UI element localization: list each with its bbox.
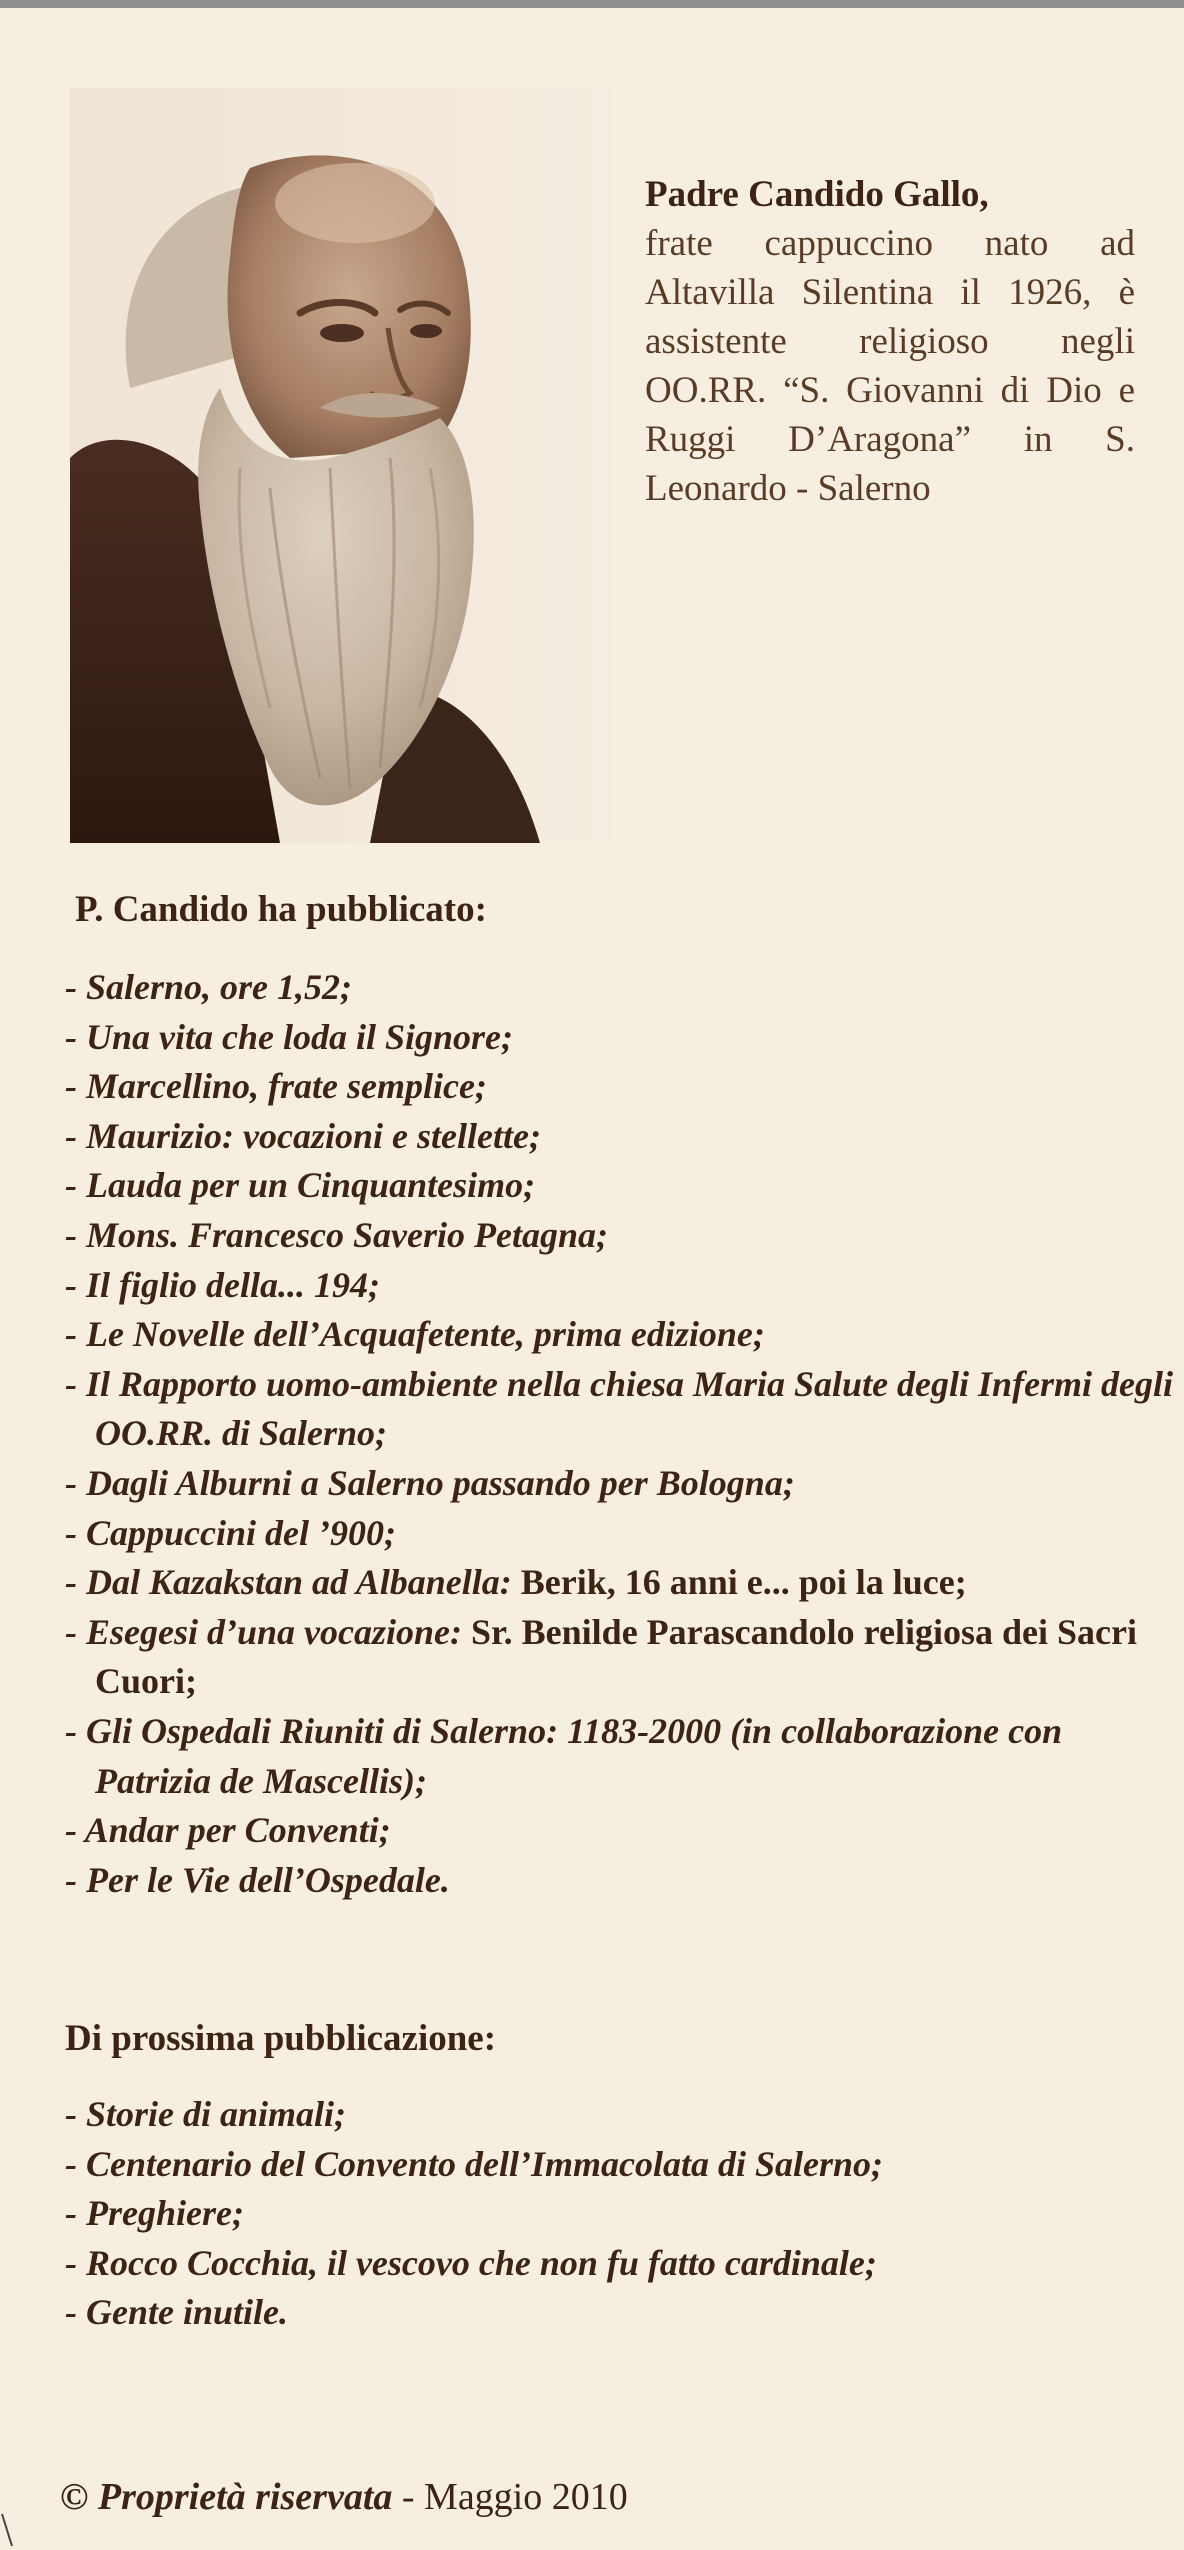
copyright-notice: © Proprietà riservata [60, 2476, 393, 2518]
published-item [65, 1806, 1175, 1856]
published-item-title: - Lauda per un Cinquantesimo; [65, 1165, 536, 1206]
portrait-illustration [70, 88, 610, 843]
upcoming-item: - Storie di animali; [65, 2094, 347, 2134]
published-heading: P. Candido ha pubblicato: [75, 889, 487, 930]
published-item-title: - Salerno, ore 1,52; [65, 967, 352, 1007]
published-item-title: - Marcellino, frate semplice; [65, 1066, 487, 1107]
published-item-title: - Il figlio della... 194; [65, 1264, 380, 1305]
author-bio [645, 170, 1135, 513]
published-item [65, 1161, 1175, 1211]
footer-separator: - [392, 2476, 425, 2518]
published-item [65, 1261, 1175, 1311]
author-description: frate cappuccino nato ad Altavilla Silentina il 1926, è assistente religioso negli OO.RR. “S. Giovanni di Dio e Ruggi D’Aragona” in S. Leonardo - Salerno [645, 223, 1135, 509]
published-item [65, 1211, 1175, 1261]
published-item-title: - Mons. Francesco Saverio Petagna; [65, 1214, 608, 1255]
upcoming-item: - Rocco Cocchia, il vescovo che non fu fatto cardinale; [65, 2242, 877, 2283]
page-top-edge [0, 0, 1184, 8]
published-item [65, 1707, 1175, 1806]
published-item-title: - Le Novelle dell’Acquafetente, prima edizione; [65, 1314, 765, 1355]
published-item [65, 1112, 1175, 1162]
upcoming-item: - Centenario del Convento dell’Immacolata di Salerno; [65, 2143, 883, 2184]
copyright-footer [60, 2475, 628, 2519]
published-item-title: - Per le Vie dell’Ospedale. [65, 1859, 450, 1900]
published-item [65, 1558, 1175, 1608]
published-item-title: - Esegesi d’una vocazione: [65, 1611, 462, 1652]
published-item-title: - Gli Ospedali Riuniti di Salerno: 1183-2000 (in collaborazione con Patrizia de Mascellis); [65, 1710, 1063, 1801]
published-item [65, 963, 1175, 1013]
published-item [65, 1062, 1175, 1112]
publication-date: Maggio 2010 [424, 2476, 628, 2518]
published-item [65, 1459, 1175, 1509]
published-item [65, 1608, 1175, 1707]
published-item-title: - Andar per Conventi; [65, 1810, 391, 1851]
published-item-title: - Una vita che loda il Signore; [65, 1016, 513, 1057]
published-item-title: - Il Rapporto uomo-ambiente nella chiesa Maria Salute degli Infermi degli OO.RR. di Salerno; [65, 1363, 1174, 1454]
published-item-title: - Dagli Alburni a Salerno passando per Bologna; [65, 1462, 795, 1503]
author-name: Padre Candido Gallo, [645, 174, 989, 215]
published-item-title: - Dal Kazakstan ad Albanella: [65, 1562, 512, 1603]
published-item-title: - Maurizio: vocazioni e stellette; [65, 1115, 541, 1156]
published-item [65, 1310, 1175, 1360]
upcoming-item: - Preghiere; [65, 2193, 244, 2234]
published-item-subtitle: Sr. Benilde Parascandolo religiosa dei Sacri Cuori; [95, 1611, 1137, 1702]
published-item [65, 1013, 1175, 1063]
upcoming-list [65, 2090, 1175, 2338]
published-list [65, 963, 1175, 1905]
portrait-photo [70, 88, 610, 843]
published-item [65, 1360, 1175, 1459]
published-item [65, 1509, 1175, 1559]
upcoming-item: - Gente inutile. [65, 2292, 288, 2333]
published-item [65, 1856, 1175, 1906]
published-item-title: - Cappuccini del ’900; [65, 1512, 396, 1553]
published-item-subtitle: Berik, 16 anni e... poi la luce; [511, 1562, 967, 1603]
upcoming-heading: Di prossima pubblicazione: [65, 2018, 497, 2059]
corner-mark [0, 2510, 14, 2550]
